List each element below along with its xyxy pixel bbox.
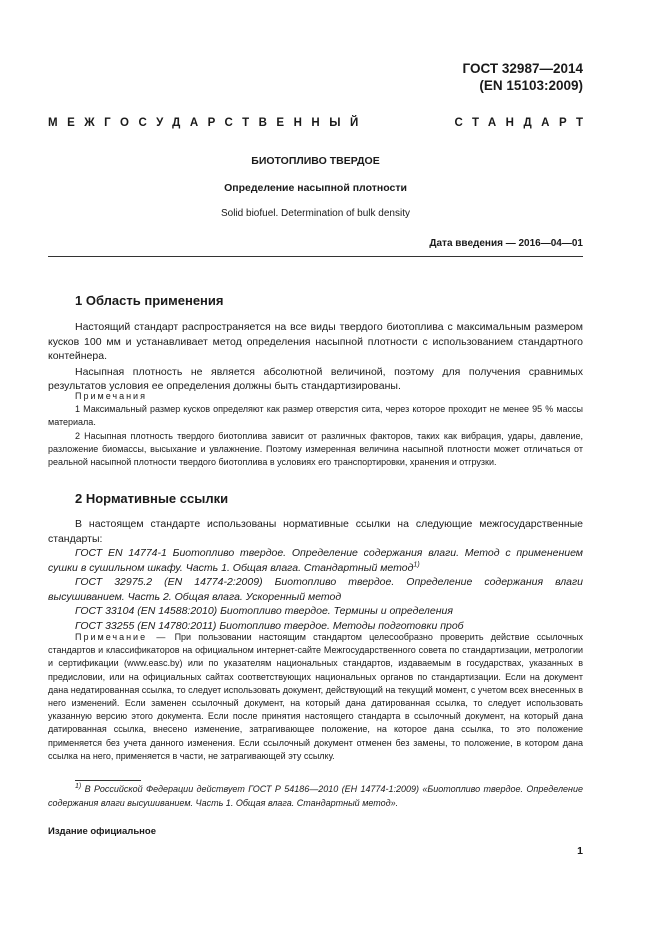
footnote-marker: 1) bbox=[75, 783, 82, 790]
standard-code bbox=[463, 60, 583, 94]
section2-body bbox=[48, 517, 583, 633]
section2-note-paragraph bbox=[48, 631, 583, 763]
official-edition-label: Издание официальное bbox=[48, 826, 156, 837]
section2-intro: В настоящем стандарте использованы нормативные ссылки на следующие межгосударственные стандарты: bbox=[48, 518, 583, 545]
section1-notes bbox=[48, 390, 583, 469]
section2-note bbox=[48, 631, 583, 763]
section1-paragraph1: Настоящий стандарт распространяется на все виды твердого биотоплива с максимальным размером кусков 100 мм и устанавливает метод определения насыпной плотности с использованием стандартного контейнера. bbox=[48, 321, 583, 362]
section1-heading: 1 Область применения bbox=[75, 293, 224, 308]
reference-2: ГОСТ 32975.2 (EN 14774-2:2009) Биотопливо твердое. Определение содержания влаги высушиванием. Часть 2. Общая влага. Ускоренный метод bbox=[48, 576, 583, 603]
notes-label: Примечания bbox=[75, 391, 147, 401]
document-title: БИОТОПЛИВО ТВЕРДОЕ bbox=[251, 155, 380, 167]
introduction-date: Дата введения — 2016—04—01 bbox=[429, 238, 583, 249]
document-subtitle: Определение насыпной плотности bbox=[224, 182, 407, 194]
footnote-ref-marker: 1) bbox=[413, 561, 420, 568]
standard-code-gost: ГОСТ 32987—2014 bbox=[462, 61, 583, 76]
banner-word-standard: СТАНДАРТ bbox=[454, 117, 593, 129]
footnote-text: В Российской Федерации действует ГОСТ Р 54186—2010 (ЕН 14774-1:2009) «Биотопливо твердое. Определение содержания влаги высушиванием. Часть 1. Общая влага. Стандартный метод». bbox=[48, 784, 583, 808]
reference-3: ГОСТ 33104 (EN 14588:2010) Биотопливо твердое. Термины и определения bbox=[75, 605, 453, 617]
banner-word-interstate: МЕЖГОСУДАРСТВЕННЫЙ bbox=[48, 117, 368, 129]
reference-1: ГОСТ EN 14774-1 Биотопливо твердое. Определение содержания влаги. Метод с применением сушки в сушильном шкафу. Часть 1. Общая влага. Стандартный метод$^{1)}$ bbox=[48, 547, 583, 574]
section2-note-text: При пользовании настоящим стандартом целесообразно проверить действие ссылочных стандартов и классификаторов на официальном интернет-сайте Межгосударственного совета по стандартизации, метрологии и сертификации (www.easc.by) или по указателям национальных стандартов, издаваемым в государствах, указанных в предисловии, или на официальных сайтах соответствующих национальных органов по стандартизации. Если на документ дана недатированная ссылка, то следует использовать документ, действующий на текущий момент, с учетом всех внесенных в него изменений. Если заменен ссылочный документ, на который дана датированная ссылка, то следует использовать указанную версию этого документа. Если после принятия настоящего стандарта в ссылочный документ, на который дана датированная ссылка, внесено изменение, затрагивающее положение, на которое дана ссылка, то это положение применяется без учета данного изменения. Если ссылочный документ отменен без замены, то положение, в котором дана ссылка на него, применяется в части, не затрагивающей эту ссылку. bbox=[48, 632, 583, 761]
reference-4: ГОСТ 33255 (EN 14780:2011) Биотопливо твердое. Методы подготовки проб bbox=[75, 619, 464, 632]
section1-paragraph2: Насыпная плотность не является абсолютной величиной, поэтому для получения сравнимых результатов условия ее определения должны быть стандартизированы. bbox=[48, 365, 583, 392]
standard-code-en: (EN 15103:2009) bbox=[479, 78, 583, 93]
note-1: 1 Максимальный размер кусков определяют как размер отверстия сита, через которое проходит не менее 95 % массы материала. bbox=[48, 404, 583, 428]
section2-heading: 2 Нормативные ссылки bbox=[75, 491, 229, 506]
footnote bbox=[48, 783, 583, 810]
section1-body bbox=[48, 320, 583, 394]
interstate-standard-banner bbox=[48, 117, 593, 129]
section2-note-label: Примечание — bbox=[75, 632, 168, 642]
page-number: 1 bbox=[577, 845, 583, 857]
note-2: 2 Насыпная плотность твердого биотоплива зависит от различных факторов, таких как вибрация, удары, давление, разложение биомассы, высыхание и увлажнение. Поэтому измеренная величина насыпной плотности может отличаться от реальной насыпной плотности твердого биотоплива в условиях его транспортировки, хранения и отгрузки. bbox=[48, 430, 583, 468]
title-divider bbox=[48, 256, 583, 257]
english-title: Solid biofuel. Determination of bulk density bbox=[221, 208, 410, 219]
footnote-divider bbox=[75, 780, 141, 781]
